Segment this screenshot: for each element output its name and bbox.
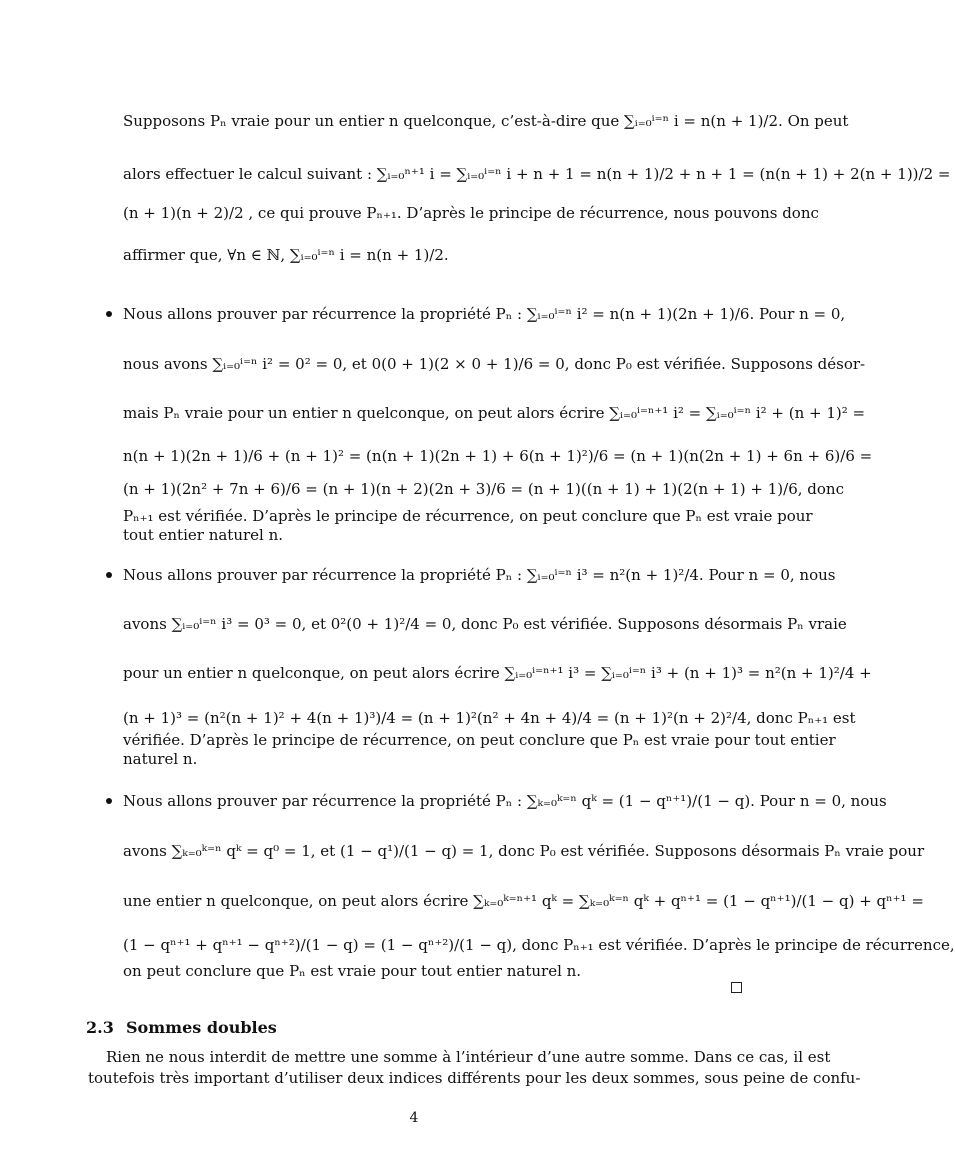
proof-sum-qk-line-1: Nous allons prouver par récurrence la propriété Pₙ : ∑ₖ₌₀ᵏ⁼ⁿ qᵏ = (1 − qⁿ⁺¹)/(1 − q). Pour n = 0, nous	[123, 792, 887, 810]
proof-sum-i-line-3: (n + 1)(n + 2)/2 , ce qui prouve Pₙ₊₁. D’après le principe de récurrence, nous pouvons donc	[123, 204, 819, 222]
section-heading	[86, 1018, 277, 1037]
proof-sum-i2-line-3: mais Pₙ vraie pour un entier n quelconque, on peut alors écrire ∑ᵢ₌₀ⁱ⁼ⁿ⁺¹ i² = ∑ᵢ₌₀ⁱ⁼ⁿ i² + (n + 1)² =	[123, 404, 866, 422]
section-title: Sommes doubles	[126, 1018, 277, 1037]
proof-sum-i2-line-7: tout entier naturel n.	[123, 526, 284, 544]
proof-sum-qk-line-5: on peut conclure que Pₙ est vraie pour tout entier naturel n.	[123, 962, 582, 980]
proof-sum-i-line-1: Supposons Pₙ vraie pour un entier n quelconque, c’est-à-dire que ∑ᵢ₌₀ⁱ⁼ⁿ i = n(n + 1)/2. On peut	[123, 112, 849, 130]
proof-sum-i2-line-4: n(n + 1)(2n + 1)/6 + (n + 1)² = (n(n + 1)(2n + 1) + 6(n + 1)²)/6 = (n + 1)(n(2n + 1) + 6n + 6)/6 =	[123, 447, 873, 465]
proof-sum-i2-line-6: Pₙ₊₁ est vérifiée. D’après le principe de récurrence, on peut conclure que Pₙ est vraie pour	[123, 507, 813, 525]
proof-sum-i2-line-1: Nous allons prouver par récurrence la propriété Pₙ : ∑ᵢ₌₀ⁱ⁼ⁿ i² = n(n + 1)(2n + 1)/6. Pour n = 0,	[123, 305, 846, 323]
proof-sum-i3-line-5: vérifiée. D’après le principe de récurrence, on peut conclure que Pₙ est vraie pour tout entier	[123, 731, 836, 749]
proof-sum-i-line-4: affirmer que, ∀n ∈ ℕ, ∑ᵢ₌₀ⁱ⁼ⁿ i = n(n + 1)/2.	[123, 246, 449, 264]
proof-sum-i3-line-2: avons ∑ᵢ₌₀ⁱ⁼ⁿ i³ = 0³ = 0, et 0²(0 + 1)²/4 = 0, donc P₀ est vérifiée. Supposons désormais Pₙ vraie	[123, 615, 847, 633]
section-paragraph-line-2: toutefois très important d’utiliser deux indices différents pour les deux sommes, sous peine de confu-	[88, 1069, 861, 1087]
proof-sum-qk-line-2: avons ∑ₖ₌₀ᵏ⁼ⁿ qᵏ = q⁰ = 1, et (1 − q¹)/(1 − q) = 1, donc P₀ est vérifiée. Supposons désormais Pₙ vraie pour	[123, 842, 925, 860]
bullet-sum-i2	[106, 311, 112, 317]
proof-sum-i3-line-6: naturel n.	[123, 750, 198, 768]
section-paragraph-line-1: Rien ne nous interdit de mettre une somme à l’intérieur d’une autre somme. Dans ce cas, il est	[106, 1048, 831, 1066]
proof-sum-i2-line-2: nous avons ∑ᵢ₌₀ⁱ⁼ⁿ i² = 0² = 0, et 0(0 + 1)(2 × 0 + 1)/6 = 0, donc P₀ est vérifiée. Supposons désor-	[123, 355, 866, 373]
proof-sum-i3-line-3: pour un entier n quelconque, on peut alors écrire ∑ᵢ₌₀ⁱ⁼ⁿ⁺¹ i³ = ∑ᵢ₌₀ⁱ⁼ⁿ i³ + (n + 1)³ = n²(n + 1)²/4 +	[123, 664, 872, 682]
bullet-sum-i3	[106, 572, 112, 578]
section-number: 2.3	[86, 1018, 114, 1037]
proof-sum-i-line-2: alors effectuer le calcul suivant : ∑ᵢ₌₀ⁿ⁺¹ i = ∑ᵢ₌₀ⁱ⁼ⁿ i + n + 1 = n(n + 1)/2 + n + 1 = (n(n + 1) + 2(n + 1))/2 =	[123, 165, 951, 183]
proof-sum-qk-line-3: une entier n quelconque, on peut alors écrire ∑ₖ₌₀ᵏ⁼ⁿ⁺¹ qᵏ = ∑ₖ₌₀ᵏ⁼ⁿ qᵏ + qⁿ⁺¹ = (1 − qⁿ⁺¹)/(1 − q) + qⁿ⁺¹ =	[123, 892, 924, 910]
bullet-sum-qk	[106, 798, 112, 804]
page-number: 4	[409, 1110, 419, 1126]
proof-sum-i3-line-4: (n + 1)³ = (n²(n + 1)² + 4(n + 1)³)/4 = (n + 1)²(n² + 4n + 4)/4 = (n + 1)²(n + 2)²/4, donc Pₙ₊₁ est	[123, 709, 856, 727]
qed-square-icon	[731, 982, 742, 993]
proof-sum-i3-line-1: Nous allons prouver par récurrence la propriété Pₙ : ∑ᵢ₌₀ⁱ⁼ⁿ i³ = n²(n + 1)²/4. Pour n = 0, nous	[123, 566, 836, 584]
proof-sum-qk-line-4: (1 − qⁿ⁺¹ + qⁿ⁺¹ − qⁿ⁺²)/(1 − q) = (1 − qⁿ⁺²)/(1 − q), donc Pₙ₊₁ est vérifiée. D’après le principe de récurrence,	[123, 936, 955, 954]
proof-sum-i2-line-5: (n + 1)(2n² + 7n + 6)/6 = (n + 1)(n + 2)(2n + 3)/6 = (n + 1)((n + 1) + 1)(2(n + 1) + 1)/6, donc	[123, 480, 844, 498]
